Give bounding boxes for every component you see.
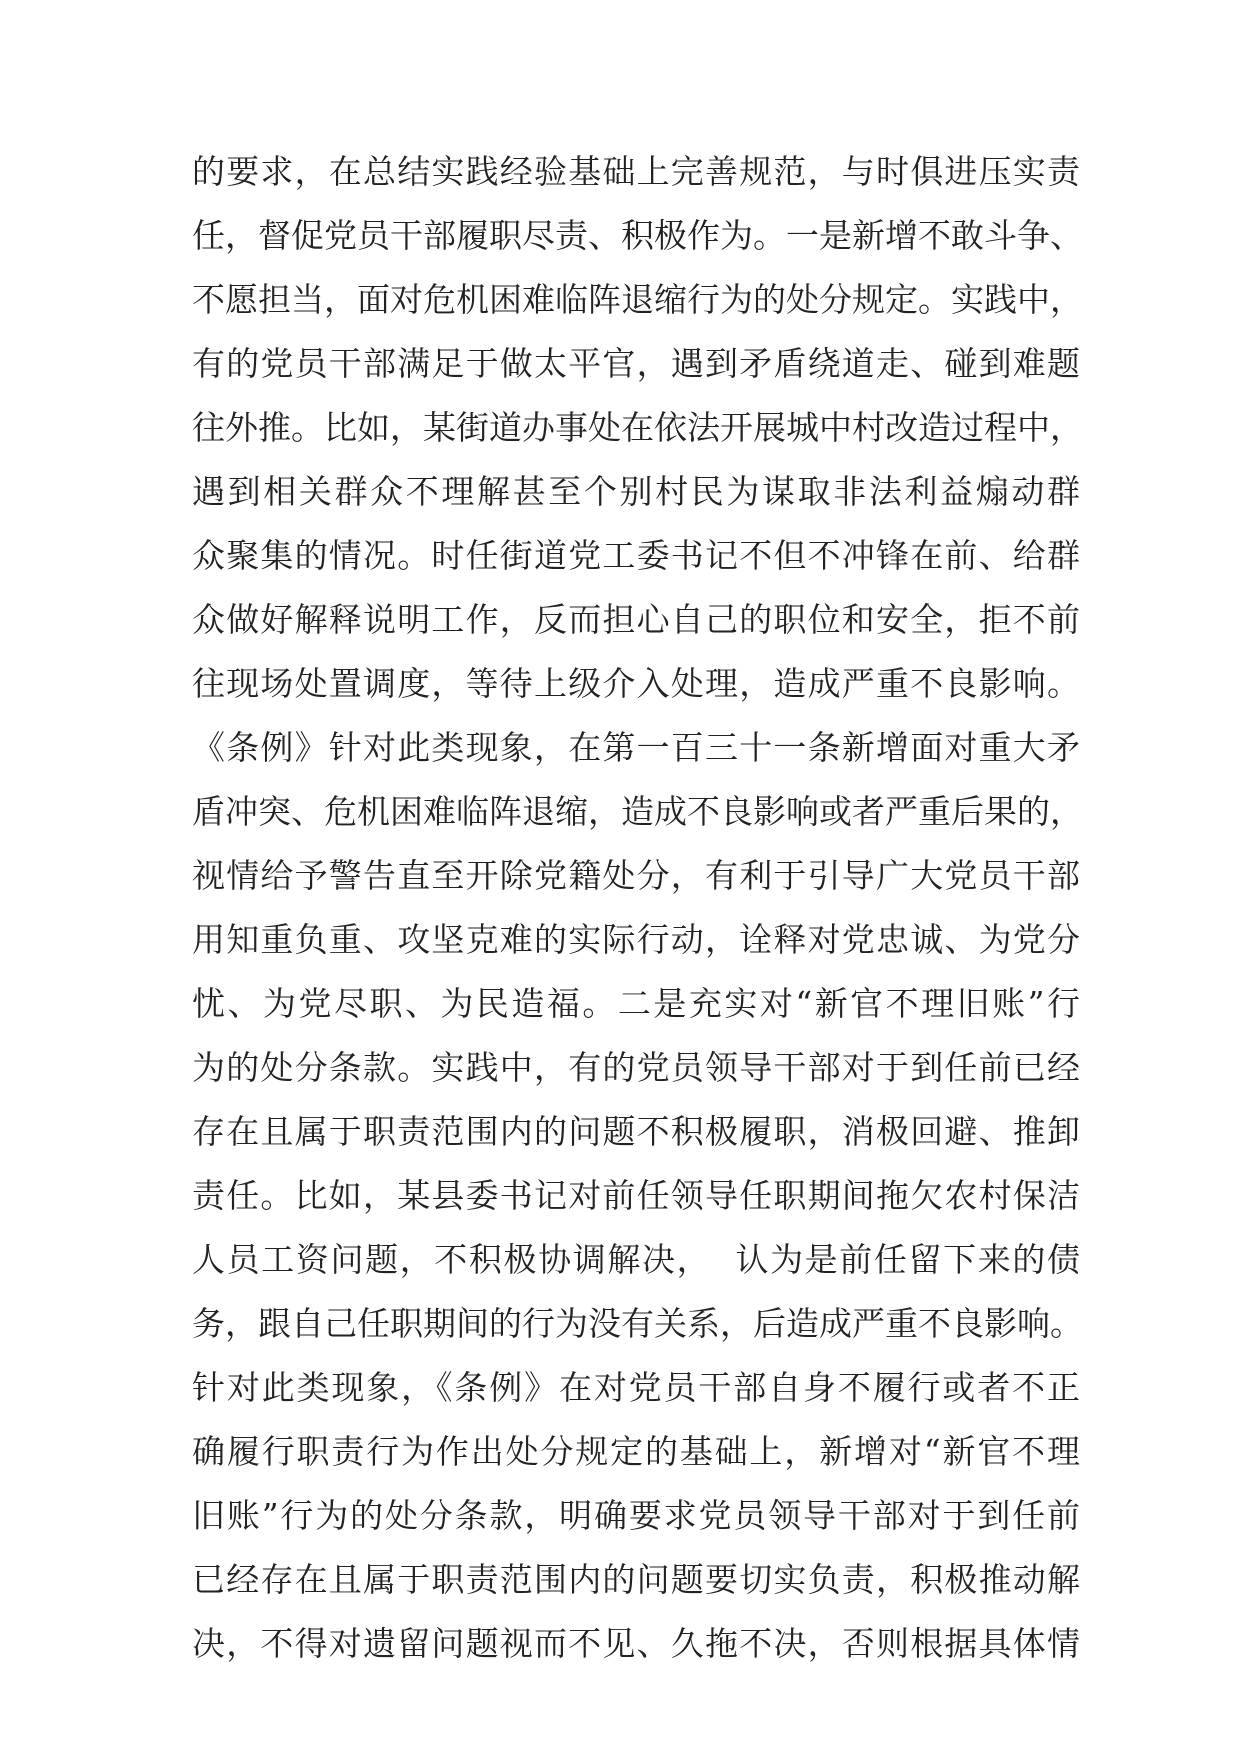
text-line: 务，跟自己任职期间的行为没有关系，后造成严重不良影响。 bbox=[192, 1304, 1083, 1343]
text-line: 有的党员干部满足于做太平官，遇到矛盾绕道走、碰到难题 bbox=[192, 344, 1080, 383]
text-line: 不愿担当，面对危机困难临阵退缩行为的处分规定。实践中， bbox=[192, 280, 1083, 319]
text-line: 为的处分条款。实践中，有的党员领导干部对于到任前已经 bbox=[192, 1048, 1080, 1087]
text-line: 人员工资问题，不积极协调解决， 认为是前任留下来的债 bbox=[192, 1240, 1080, 1279]
text-line: 往现场处置调度，等待上级介入处理，造成严重不良影响。 bbox=[192, 664, 1080, 703]
text-line: 盾冲突、危机困难临阵退缩，造成不良影响或者严重后果的， bbox=[192, 792, 1083, 831]
text-line: 存在且属于职责范围内的问题不积极履职，消极回避、推卸 bbox=[192, 1112, 1080, 1151]
text-line: 的要求，在总结实践经验基础上完善规范，与时俱进压实责 bbox=[192, 152, 1080, 191]
text-line: 决，不得对遗留问题视而不见、久拖不决，否则根据具体情 bbox=[192, 1624, 1080, 1663]
text-line: 众聚集的情况。时任街道党工委书记不但不冲锋在前、给群 bbox=[192, 536, 1080, 575]
text-line: 用知重负重、攻坚克难的实际行动，诠释对党忠诚、为党分 bbox=[192, 920, 1080, 959]
text-line: 《条例》针对此类现象，在第一百三十一条新增面对重大矛 bbox=[192, 728, 1080, 767]
text-line: 针对此类现象，《条例》在对党员干部自身不履行或者不正 bbox=[192, 1368, 1080, 1407]
text-line: 遇到相关群众不理解甚至个别村民为谋取非法利益煽动群 bbox=[192, 472, 1080, 511]
text-line: 确履行职责行为作出处分规定的基础上，新增对“新官不理 bbox=[192, 1432, 1080, 1471]
text-line: 任，督促党员干部履职尽责、积极作为。一是新增不敢斗争、 bbox=[192, 216, 1083, 255]
text-line: 已经存在且属于职责范围内的问题要切实负责，积极推动解 bbox=[192, 1560, 1080, 1599]
text-line: 往外推。比如，某街道办事处在依法开展城中村改造过程中， bbox=[192, 408, 1083, 447]
text-line: 视情给予警告直至开除党籍处分，有利于引导广大党员干部 bbox=[192, 856, 1080, 895]
text-line: 责任。比如，某县委书记对前任领导任职期间拖欠农村保洁 bbox=[192, 1176, 1080, 1215]
text-line: 忧、为党尽职、为民造福。二是充实对“新官不理旧账”行 bbox=[192, 984, 1080, 1023]
text-line: 旧账”行为的处分条款，明确要求党员领导干部对于到任前 bbox=[192, 1496, 1080, 1535]
text-line: 众做好解释说明工作，反而担心自己的职位和安全，拒不前 bbox=[192, 600, 1080, 639]
body-text bbox=[192, 140, 1083, 1676]
